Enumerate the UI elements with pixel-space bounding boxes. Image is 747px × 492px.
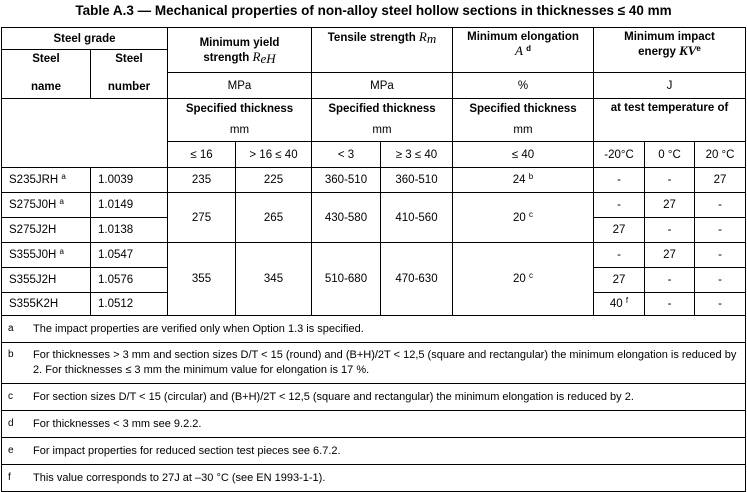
value-cell: 345 [236, 243, 312, 316]
value-cell: 225 [236, 168, 312, 193]
steel-name-cell: S355K2H [2, 293, 91, 316]
value-cell: 40 $^f$ [594, 293, 645, 316]
value-cell: - [645, 293, 695, 316]
tensile-lt3: < 3 [312, 142, 381, 168]
footnote-mark: a [8, 323, 14, 334]
steel-number-cell: 1.0138 [91, 218, 168, 243]
footnote-row [2, 411, 746, 438]
steel-number-cell: 1.0576 [91, 268, 168, 293]
elongation-le40: ≤ 40 [453, 142, 594, 168]
value-cell: 410-560 [381, 193, 453, 243]
steel-name-cell: S355J0H $^a$ [2, 243, 91, 268]
footnote-row [2, 438, 746, 465]
yield-strength-header: Minimum yield strength $R_{eH}$ [168, 28, 312, 73]
footnote-text: For thicknesses > 3 mm and section sizes D/T < 15 (round) and (B+H)/2T < 12,5 (square and rectangular) the minimum elongation is reduced by 2. For thicknesses ≤ 3 mm the minimum value for elongation is 17 %. [33, 349, 737, 376]
footnote-mark: e [8, 445, 14, 456]
footnote-row [2, 343, 746, 384]
elongation-spec-thickness: Specified thickness [453, 99, 594, 120]
table-title: Table A.3 — Mechanical properties of non-alloy steel hollow sections in thicknesses ≤ 40 mm [75, 3, 672, 18]
value-cell: 27 [695, 168, 746, 193]
tensile-spec-thickness: Specified thickness [312, 99, 453, 120]
yield-le16: ≤ 16 [168, 142, 236, 168]
footnote-mark: c [8, 391, 13, 402]
steel-grade-header: Steel grade [2, 28, 168, 50]
value-cell: - [594, 243, 645, 268]
steel-number-cell: 1.0547 [91, 243, 168, 268]
footnote-text: This value corresponds to 27J at –30 °C (see EN 1993-1-1). [33, 472, 326, 484]
temp-20: 20 °C [695, 142, 746, 168]
steel-number-cell: 1.0512 [91, 293, 168, 316]
value-cell: - [695, 218, 746, 243]
value-cell: 360-510 [312, 168, 381, 193]
table-row [2, 193, 746, 218]
value-cell: 360-510 [381, 168, 453, 193]
value-cell: 235 [168, 168, 236, 193]
value-cell: - [695, 293, 746, 316]
footnote-row [2, 465, 746, 492]
value-cell: 20 $^c$ [453, 193, 594, 243]
value-cell: 20 $^c$ [453, 243, 594, 316]
value-cell: 430-580 [312, 193, 381, 243]
test-temperature-label: at test temperature of [594, 99, 746, 142]
yield-mm: mm [168, 120, 312, 142]
steel-name-cell: S275J2H [2, 218, 91, 243]
value-cell: 265 [236, 193, 312, 243]
table-row [2, 168, 746, 193]
value-cell: 27 [594, 218, 645, 243]
yield-spec-thickness: Specified thickness [168, 99, 312, 120]
tensile-ge3: ≥ 3 ≤ 40 [381, 142, 453, 168]
impact-unit: J [594, 73, 746, 99]
specified-thickness-row [2, 99, 746, 120]
mechanical-properties-table [1, 27, 746, 492]
steel-name-cell: S235JRH $^a$ [2, 168, 91, 193]
steel-name-cell: S275J0H $^a$ [2, 193, 91, 218]
footnote-row [2, 316, 746, 343]
value-cell: 27 [645, 243, 695, 268]
value-cell: 27 [645, 193, 695, 218]
temp-0: 0 °C [645, 142, 695, 168]
value-cell: 275 [168, 193, 236, 243]
value-cell: - [594, 168, 645, 193]
value-cell: 470-630 [381, 243, 453, 316]
steel-number-header: Steel number [91, 50, 168, 99]
yield-gt16: > 16 ≤ 40 [236, 142, 312, 168]
value-cell: - [645, 268, 695, 293]
value-cell: - [594, 193, 645, 218]
value-cell: 355 [168, 243, 236, 316]
footnote-text: For section sizes D/T < 15 (circular) and (B+H)/2T < 12,5 (square and rectangular) the minimum elongation is reduced by 2. [33, 391, 634, 403]
value-cell: 27 [594, 268, 645, 293]
value-cell: - [695, 268, 746, 293]
elongation-unit: % [453, 73, 594, 99]
value-cell: - [645, 168, 695, 193]
subheader-row [2, 142, 746, 168]
elongation-mm: mm [453, 120, 594, 142]
steel-number-cell: 1.0039 [91, 168, 168, 193]
yield-unit: MPa [168, 73, 312, 99]
impact-energy-header: Minimum impact energy $KV^e$ [594, 28, 746, 73]
steel-name-header: Steel name [2, 50, 91, 99]
footnote-text: For impact properties for reduced section test pieces see 6.7.2. [33, 445, 341, 457]
footnote-row [2, 384, 746, 411]
footnote-text: For thicknesses < 3 mm see 9.2.2. [33, 418, 202, 430]
footnote-text: The impact properties are verified only when Option 1.3 is specified. [33, 323, 364, 335]
tensile-mm: mm [312, 120, 453, 142]
value-cell: - [695, 193, 746, 218]
footnote-mark: b [8, 349, 14, 360]
value-cell: 510-680 [312, 243, 381, 316]
value-cell: - [645, 218, 695, 243]
header-row-1 [2, 28, 746, 50]
steel-number-cell: 1.0149 [91, 193, 168, 218]
footnote-mark: d [8, 418, 14, 429]
table-row [2, 243, 746, 268]
value-cell: - [695, 243, 746, 268]
elongation-header: Minimum elongation A $^d$ [453, 28, 594, 73]
steel-name-cell: S355J2H [2, 268, 91, 293]
temp-minus20: -20°C [594, 142, 645, 168]
value-cell: 24 $^b$ [453, 168, 594, 193]
footnote-mark: f [8, 472, 11, 483]
tensile-strength-header: Tensile strength $R_m$ [312, 28, 453, 73]
tensile-unit: MPa [312, 73, 453, 99]
